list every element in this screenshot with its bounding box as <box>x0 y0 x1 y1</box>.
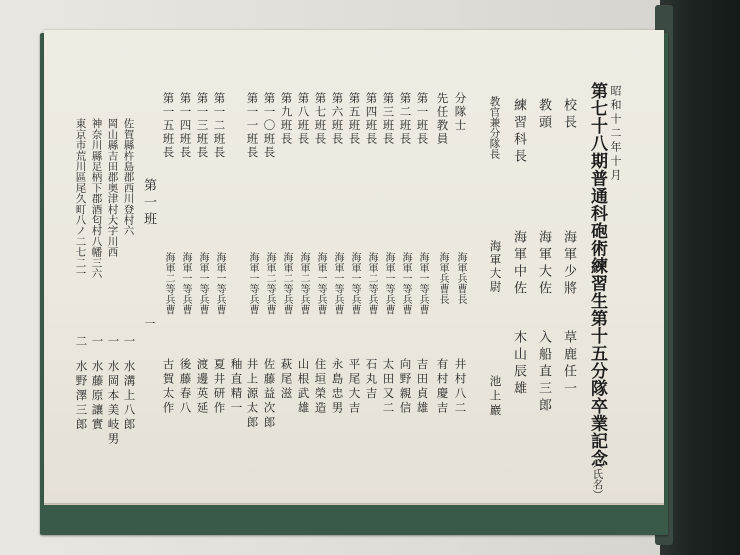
section-heading: 第一班 <box>141 178 156 229</box>
squad-name: 山根武雄 <box>296 358 311 416</box>
squad-name: 後藤春八 <box>178 358 193 416</box>
squad-role: 第一四班長 <box>178 92 193 160</box>
squad-rank: 海軍一等兵曹 <box>349 252 360 315</box>
staff-rank: 海軍兵曹長 <box>455 252 466 305</box>
officer-rank: 海軍中佐 <box>511 230 526 298</box>
squad-rank: 海軍二等兵曹 <box>366 252 377 315</box>
squad-rank: 海軍一等兵曹 <box>400 252 411 315</box>
document-title-suffix: （氏名） <box>591 458 604 500</box>
squad-name: 佐藤益次郎 <box>262 358 277 431</box>
student-name: 水野澤三郎 <box>74 360 89 433</box>
squad-name: 太田又二 <box>381 358 396 416</box>
squad-name: 夏井研作 <box>212 358 227 416</box>
squad-name: 平尾大吉 <box>347 358 362 416</box>
document-date: 昭和十二年十月 <box>609 85 622 183</box>
document-title: 第七十八期普通科砲術練習生第十五分隊卒業記念 <box>587 82 607 467</box>
student-name: 水岡本美岐男 <box>106 360 121 447</box>
squad-role: 第二班長 <box>398 92 413 146</box>
staff-name: 有村慶吉 <box>435 358 450 416</box>
squad-name: 永島忠男 <box>330 358 345 416</box>
staff-role: 分隊士 <box>453 92 468 133</box>
squad-role: 第一〇班長 <box>262 92 277 160</box>
officer-rank: 海軍大佐 <box>536 230 551 298</box>
squad-rank: 海軍一等兵曹 <box>315 252 326 315</box>
squad-rank: 海軍二等兵曹 <box>163 252 174 315</box>
squad-rank: 海軍一等兵曹 <box>214 252 225 315</box>
staff-role: 先任教員 <box>435 92 450 146</box>
squad-rank: 海軍二等兵曹 <box>298 252 309 315</box>
squad-role: 第一五班長 <box>161 92 176 160</box>
squad-rank: 海軍二等兵曹 <box>281 252 292 315</box>
squad-rank: 海軍一等兵曹 <box>180 252 191 315</box>
squad-role: 第五班長 <box>347 92 362 146</box>
squad-name: 井上源太郎 <box>245 358 260 431</box>
student-address: 佐賀縣杵島郡西川登村六 <box>122 118 135 236</box>
squad-rank: 海軍一等兵曹 <box>417 252 428 315</box>
squad-role: 第七班長 <box>313 92 328 146</box>
officer-name: 木山辰雄 <box>511 330 526 398</box>
student-rank: 二 <box>74 335 89 350</box>
squad-role: 第六班長 <box>330 92 345 146</box>
squad-role: 第八班長 <box>296 92 311 146</box>
officer-name: 入船直三郎 <box>536 330 551 415</box>
squad-name: 向野親信 <box>398 358 413 416</box>
squad-name: 石丸吉 <box>364 358 379 402</box>
student-address: 岡山縣吉田郡奥津村大字川西 <box>106 118 119 258</box>
squad-rank: 海軍一等兵曹 <box>197 252 208 315</box>
division-heading: 教官兼分隊長 <box>488 96 501 159</box>
squad-name: 住垣榮造 <box>313 358 328 416</box>
squad-role: 第一一班長 <box>245 92 260 160</box>
student-rank: 一 <box>90 335 105 350</box>
squad-role: 第四班長 <box>364 92 379 146</box>
document-page <box>44 30 664 503</box>
student-name: 水溝上八郎 <box>122 360 137 433</box>
squad-role: 第一班長 <box>415 92 430 146</box>
squad-name: 萩尾滋 <box>279 358 294 402</box>
staff-name: 井村八二 <box>453 358 468 416</box>
student-rank: 一 <box>122 335 137 350</box>
student-rank: 一 <box>106 335 121 350</box>
squad-role: 第一三班長 <box>195 92 210 160</box>
student-name: 水藤原讓實 <box>90 360 105 433</box>
squad-rank: 海軍二等兵曹 <box>264 252 275 315</box>
squad-rank: 海軍一等兵曹 <box>383 252 394 315</box>
officer-role: 校長 <box>561 98 576 132</box>
student-address: 東京市荒川區尾久町八ノ二七二一 <box>74 118 87 279</box>
extra-name: 釉直精一 <box>229 358 244 416</box>
squad-name: 吉田貞雄 <box>415 358 430 416</box>
squad-role: 第九班長 <box>279 92 294 146</box>
officer-rank: 海軍少將 <box>561 230 576 298</box>
squad-role: 第三班長 <box>381 92 396 146</box>
squad-rank: 海軍一等兵曹 <box>247 252 258 315</box>
section-stamp: 一 <box>143 318 156 329</box>
squad-name: 古賀太作 <box>161 358 176 416</box>
division-rank: 海軍大尉 <box>488 240 503 294</box>
staff-rank: 海軍兵曹長 <box>437 252 448 305</box>
officer-role: 教頭 <box>536 98 551 132</box>
squad-rank: 海軍一等兵曹 <box>332 252 343 315</box>
officer-role: 練習科長 <box>511 98 526 166</box>
student-address: 神奈川縣足柄下郡酒匂村八幡三六 <box>90 118 103 279</box>
squad-name: 渡邊英延 <box>195 358 210 416</box>
division-name: 池上巖 <box>488 375 503 419</box>
squad-role: 第一二班長 <box>212 92 227 160</box>
officer-name: 草鹿任一 <box>561 330 576 398</box>
